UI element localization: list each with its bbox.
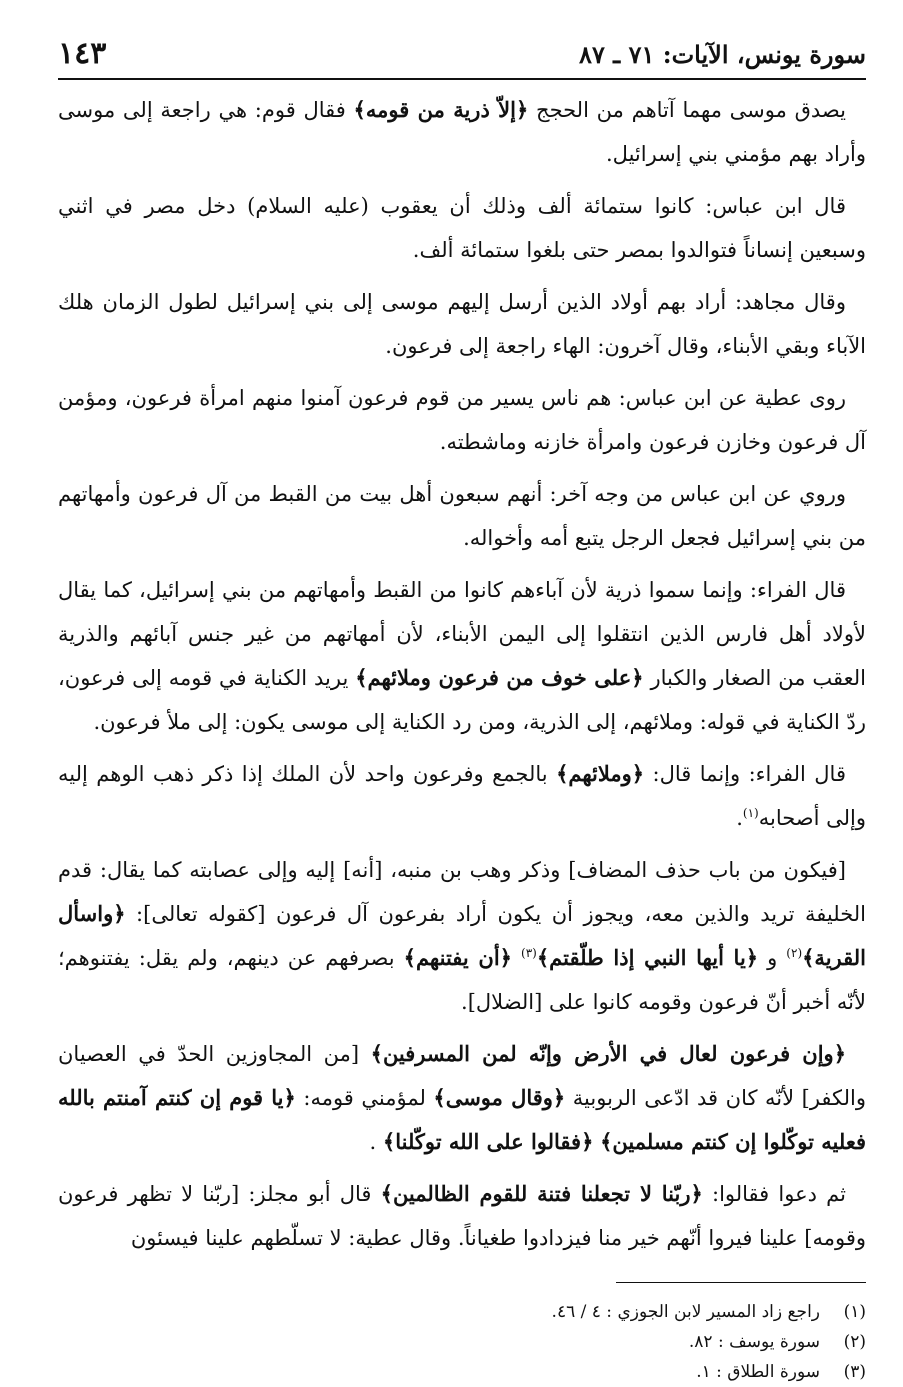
text-run: روى عطية عن ابن عباس: هم ناس يسير من قوم فرعون آمنوا منهم امرأة فرعون، ومؤمن آل فرعون وخازن فرعون وامرأة خازنه وماشطته. — [58, 386, 866, 454]
paragraph — [58, 848, 866, 1024]
footnote-text: راجع زاد المسير لابن الجوزي : ٤ / ٤٦. — [551, 1302, 820, 1322]
quran-quote: ﴿وإن فرعون لعال في الأرض وإنّه لمن المسرفين﴾ — [370, 1041, 846, 1066]
text-run — [512, 946, 521, 970]
text-run: وقال مجاهد: أراد بهم أولاد الذين أرسل إليهم موسى إلى بني إسرائيل لطول الزمان هلك الآباء وبقي الأبناء، وقال آخرون: الهاء راجعة إلى فرعون. — [58, 290, 866, 358]
quran-quote: ﴿يا قوم إن كنتم آمنتم بالله فعليه توكّلوا إن كنتم مسلمين﴾ — [58, 1085, 866, 1154]
paragraph — [58, 1032, 866, 1164]
text-run: وروي عن ابن عباس من وجه آخر: أنهم سبعون أهل بيت من القبط من آل فرعون وأمهاتهم من بني إسرائيل فجعل الرجل يتبع أمه وأخواله. — [58, 482, 866, 550]
page-number: ١٤٣ — [58, 36, 107, 71]
text-run: لمؤمني قومه: — [295, 1086, 434, 1110]
footnote-ref: (٢) — [786, 946, 803, 960]
text-run: قال الفراء: وإنما قال: — [644, 762, 846, 786]
footnote-separator — [616, 1282, 866, 1283]
footnote-number: (٢) — [843, 1332, 866, 1352]
text-run: [فيكون من باب حذف المضاف] وذكر وهب بن منبه، [أنه] إليه وإلى عصابته كما يقال: قدم الخليفة تريد والذين معه، ويجوز أن يكون أراد بفرعون آل فرعون [كقوله تعالى]: — [58, 858, 866, 926]
text-run: فقال قوم: هي راجعة إلى موسى وأراد بهم مؤمني بني إسرائيل. — [58, 98, 866, 166]
text-run: . — [736, 806, 743, 830]
quran-quote: ﴿يا أيها النبي إذا طلّقتم﴾ — [536, 945, 759, 970]
footnote — [58, 1357, 866, 1387]
paragraph — [58, 280, 866, 368]
paragraph — [58, 88, 866, 176]
footnote-number: (٣) — [843, 1362, 866, 1382]
quran-quote: ﴿وقال موسى﴾ — [433, 1085, 566, 1110]
quran-quote: ﴿ربّنا لا تجعلنا فتنة للقوم الظالمين﴾ — [380, 1181, 703, 1206]
text-run: يريد الكناية في قومه إلى فرعون، ردّ الكناية في قوله: وملائهم، إلى الذرية، ومن رد الكناية إلى موسى يكون: إلى ملأ فرعون. — [58, 666, 866, 734]
footnotes — [58, 1297, 866, 1387]
text-run: [من المجاوزين الحدّ في العصيان والكفر] لأنّه كان قد ادّعى الربوبية — [58, 1042, 866, 1110]
paragraph — [58, 472, 866, 560]
page-header — [58, 30, 866, 80]
footnote-text: سورة الطلاق : ١. — [696, 1362, 820, 1382]
quran-quote: ﴿على خوف من فرعون وملائهم﴾ — [355, 665, 644, 690]
quran-quote: ﴿فقالوا على الله توكّلنا﴾ — [382, 1129, 594, 1154]
book-page — [58, 30, 866, 1382]
text-run: بصرفهم عن دينهم، ولم يقل: يفتنوهم؛ لأنّه أخبر أنّ فرعون وقومه كانوا على [الضلال]. — [58, 946, 866, 1014]
text-run: و — [758, 946, 787, 970]
quran-quote: ﴿وملائهم﴾ — [556, 761, 645, 786]
text-run: . — [369, 1130, 383, 1154]
footnote-ref: (٣) — [521, 946, 537, 960]
quran-quote: ﴿أن يفتنهم﴾ — [403, 945, 512, 970]
footnote-ref: (١) — [742, 806, 759, 820]
footnote — [58, 1297, 866, 1327]
text-run: قال أبو مجلز: [ربّنا لا تظهر فرعون وقومه] علينا فيروا أنّهم خير منا فيزدادوا طغياناً. وقال عطية: لا تسلّطهم علينا فيسئون — [58, 1182, 866, 1250]
text-run: يصدق موسى مهما آتاهم من الحجج — [528, 98, 846, 122]
quran-quote: ﴿واسأل القرية﴾ — [58, 901, 866, 970]
footnote-text: سورة يوسف : ٨٢. — [688, 1332, 820, 1352]
paragraph — [58, 1172, 866, 1260]
paragraph — [58, 376, 866, 464]
quran-quote: ﴿إلاّ ذرية من قومه﴾ — [353, 97, 529, 122]
paragraph — [58, 752, 866, 840]
text-run: ثم دعوا فقالوا: — [702, 1182, 846, 1206]
text-run: قال ابن عباس: كانوا ستمائة ألف وذلك أن يعقوب (عليه السلام) دخل مصر في اثني وسبعين إنساناً فتوالدوا بمصر حتى بلغوا ستمائة ألف. — [58, 194, 866, 262]
footnote-number: (١) — [843, 1302, 866, 1322]
running-title: سورة يونس، الآيات: ٧١ ـ ٨٧ — [579, 40, 866, 69]
text-run: قال الفراء: وإنما سموا ذرية لأن آباءهم كانوا من القبط وأمهاتهم من بني إسرائيل، كما يقال لأولاد أهل فارس الذين انتقلوا إلى اليمن الأبناء، لأن أمهاتهم من غير جنس آبائهم والذرية العقب من الصغار والكبار — [58, 578, 866, 690]
main-text — [58, 88, 866, 1260]
paragraph — [58, 184, 866, 272]
footnote — [58, 1327, 866, 1357]
text-run: بالجمع وفرعون واحد لأن الملك إذا ذكر ذهب الوهم إليه وإلى أصحابه — [58, 762, 866, 830]
paragraph — [58, 568, 866, 744]
